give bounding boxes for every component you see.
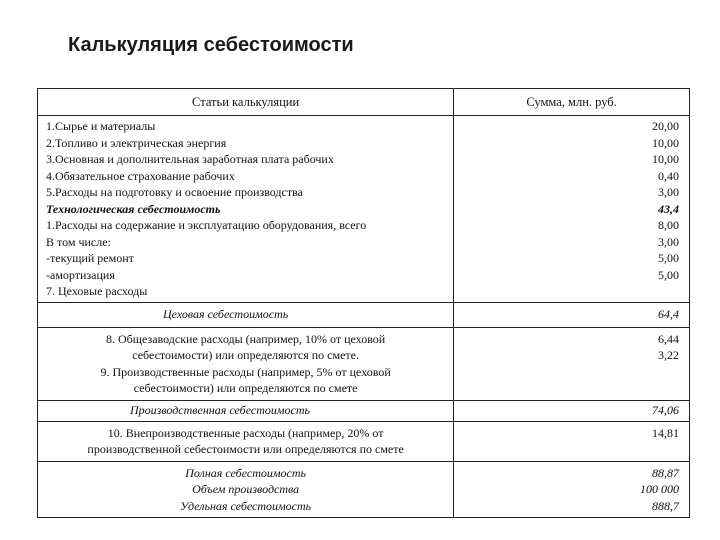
cost-item-value: 43,4	[658, 201, 679, 216]
cost-item-label: 3.Основная и дополнительная заработная плата рабочих	[46, 152, 334, 166]
table-row-production-cost	[38, 400, 690, 421]
cost-item-label: 2.Топливо и электрическая энергия	[46, 135, 227, 150]
cost-calculation-table	[37, 88, 690, 518]
overhead-value: 6,44	[658, 331, 679, 346]
table-row-overhead	[38, 327, 690, 400]
table-row-shop-cost	[38, 302, 690, 327]
table-row-totals	[38, 461, 690, 518]
overhead-line: 8. Общезаводские расходы (например, 10% от цеховой	[105, 331, 386, 346]
direct-costs-values	[454, 116, 690, 303]
production-volume-value: 100 000	[640, 482, 679, 496]
production-cost-label: Производственная себестоимость	[38, 400, 454, 421]
cost-item-label: 7. Цеховые расходы	[46, 284, 148, 298]
cost-item-label: Технологическая себестоимость	[46, 201, 221, 216]
cost-item-value: 3,00	[658, 185, 679, 199]
cost-item-label: 5.Расходы на подготовку и освоение производства	[46, 185, 303, 199]
cost-item-value: 10,00	[652, 152, 679, 166]
cost-item-label: 1.Расходы на содержание и эксплуатацию оборудования, всего	[46, 218, 367, 232]
cost-item-value: 0,40	[658, 168, 679, 183]
table-row-nonproduction	[38, 421, 690, 461]
total-cost-label: Полная себестоимость	[185, 465, 306, 480]
page-title: Калькуляция себестоимости	[68, 34, 354, 56]
header-cost-items: Статьи калькуляции	[38, 89, 454, 116]
nonproduction-line: 10. Внепроизводственные расходы (например, 20% от	[107, 425, 384, 440]
cost-item-label: В том числе:	[46, 234, 111, 249]
table-header-row	[38, 89, 690, 116]
nonproduction-labels	[38, 421, 454, 461]
cost-item-label: -текущий ремонт	[46, 251, 134, 265]
overhead-value: 3,22	[658, 348, 679, 362]
totals-labels	[38, 461, 454, 518]
cost-item-value: 20,00	[652, 119, 679, 133]
shop-cost-value: 64,4	[454, 302, 690, 327]
shop-cost-label: Цеховая себестоимость	[38, 302, 454, 327]
nonproduction-line: производственной себестоимости или определяются по смете	[87, 442, 404, 456]
unit-cost-label: Удельная себестоимость	[180, 498, 312, 513]
direct-costs-labels	[38, 116, 454, 303]
total-cost-value: 88,87	[652, 465, 679, 480]
cost-item-value: 8,00	[658, 218, 679, 232]
cost-item-value: 5,00	[658, 251, 679, 265]
overhead-line: себестоимости) или определяются по смете.	[132, 348, 359, 362]
cost-item-label: 1.Сырье и материалы	[46, 119, 156, 133]
header-amount: Сумма, млн. руб.	[454, 89, 690, 116]
overhead-values	[454, 327, 690, 400]
cost-item-value: 5,00	[658, 267, 679, 282]
production-volume-label: Объем производства	[192, 482, 300, 496]
totals-values	[454, 461, 690, 518]
table-row-direct-costs	[38, 116, 690, 303]
cost-item-value: 3,00	[658, 234, 679, 249]
cost-item-value: 10,00	[652, 135, 679, 150]
nonproduction-value: 14,81	[454, 421, 690, 461]
overhead-labels	[38, 327, 454, 400]
cost-item-label: -амортизация	[46, 267, 115, 282]
production-cost-value: 74,06	[454, 400, 690, 421]
overhead-line: себестоимости) или определяются по смете	[133, 381, 358, 395]
overhead-line: 9. Производственные расходы (например, 5% от цеховой	[100, 364, 391, 379]
cost-item-label: 4.Обязательное страхование рабочих	[46, 168, 235, 183]
unit-cost-value: 888,7	[652, 498, 679, 513]
